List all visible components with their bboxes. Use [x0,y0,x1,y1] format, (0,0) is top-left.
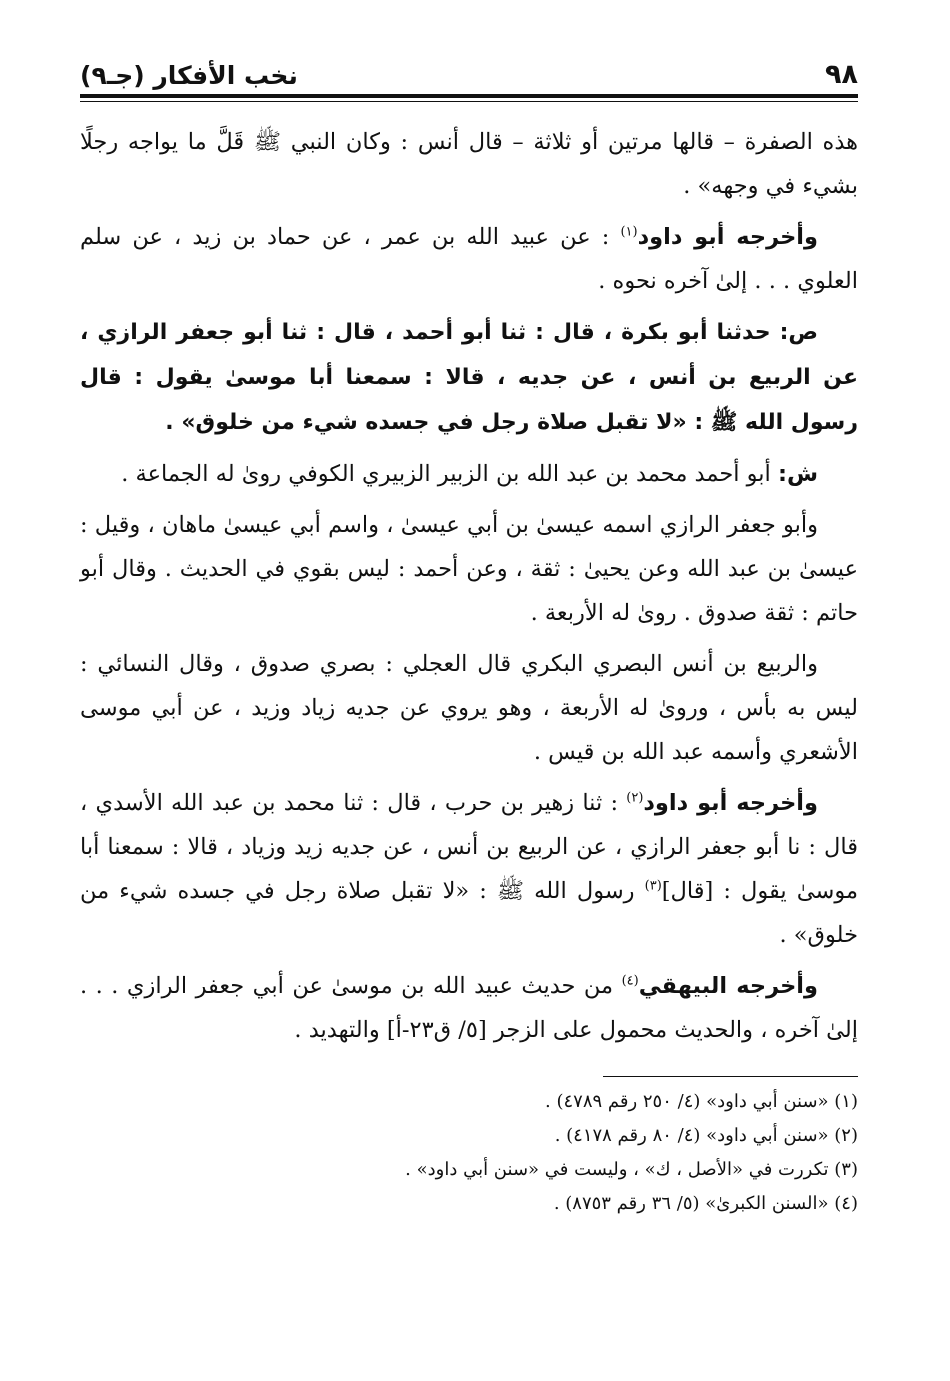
footnote-ref: (٢) [626,790,644,806]
paragraph-text: : عن عبيد الله بن عمر ، عن حماد بن زيد ، عن سلم العلوي . . . إلىٰ آخره نحوه . [80,224,858,294]
footnote: (٢) «سنن أبي داود» (٤/ ٨٠ رقم ٤١٧٨) . [554,1125,858,1146]
footnote-separator [603,1076,858,1077]
paragraph-lead: ص: [779,320,818,345]
header-rule-thick [80,94,858,98]
paragraph [80,120,858,208]
footnote: (١) «سنن أبي داود» (٤/ ٢٥٠ رقم ٤٧٨٩) . [545,1091,858,1112]
paragraph [80,215,858,303]
running-title: نخب الأفكار (جـ٩) [80,61,298,90]
paragraph-text: : ثنا زهير بن حرب ، قال : ثنا محمد بن عبد الله الأسدي ، قال : نا أبو جعفر الرازي ، عن الربيع بن أنس ، عن جديه زيد وزياد ، قالا : سمعنا أبا موسىٰ يقول : [قال] [80,790,858,904]
page-body [80,120,858,1052]
page-number: ٩٨ [825,59,858,90]
paragraph [80,781,858,957]
paragraph [80,642,858,774]
paragraph-text: من حديث عبيد الله بن موسىٰ عن أبي جعفر الرازي . . . إلىٰ آخره ، والحديث محمول على الزجر [٥/ ق٢٣-أ] والتهديد . [80,973,858,1043]
book-page [80,44,858,1221]
paragraph-text: وأبو جعفر الرازي اسمه عيسىٰ بن أبي عيسىٰ ، واسم أبي عيسىٰ ماهان ، وقيل : عيسىٰ بن عبد الله وعن يحيىٰ : ثقة ، وعن أحمد : ليس بقوي في الحديث . وقال أبو حاتم : ثقة صدوق . روىٰ له الأربعة . [80,512,858,626]
header-rule-thin [80,101,858,102]
footnote-ref: (١) [620,224,638,240]
paragraph [80,964,858,1052]
footnote: (٤) «السنن الكبرىٰ» (٥/ ٣٦ رقم ٨٧٥٣) . [553,1193,858,1214]
footnote: (٣) تكررت في «الأصل ، ك» ، وليست في «سنن أبي داود» . [405,1159,858,1180]
paragraph [80,452,858,496]
paragraph-text: هذه الصفرة – قالها مرتين أو ثلاثة – قال أنس : وكان النبي ﷺ قَلَّ ما يواجه رجلًا بشيء في وجهه» . [80,129,858,199]
paragraph-lead: وأخرجه أبو داود [643,790,819,816]
matn-paragraph [80,310,858,445]
footnotes [80,1085,858,1221]
page-header [80,44,858,90]
paragraph-text: أبو أحمد محمد بن عبد الله بن الزبير الزبيري الكوفي روىٰ له الجماعة . [121,461,778,487]
paragraph-lead: وأخرجه أبو داود [637,224,818,250]
footnote-ref: (٤) [621,973,639,989]
paragraph-text: والربيع بن أنس البصري البكري قال العجلي : بصري صدوق ، وقال النسائي : ليس به بأس ، وروىٰ له الأربعة ، وهو يروي عن جديه زياد وزيد ، عن أبي موسى الأشعري وأسمه عبد الله بن قيس . [80,651,858,765]
paragraph-lead: وأخرجه البيهقي [638,973,819,999]
footnote-ref: (٣) [644,878,662,894]
paragraph-text: رسول الله ﷺ : «لا تقبل صلاة رجل في جسده شيء من خلوق» . [80,878,858,948]
paragraph-text: حدثنا أبو بكرة ، قال : ثنا أبو أحمد ، قال : ثنا أبو جعفر الرازي ، عن الربيع بن أنس ، عن جديه ، قالا : سمعنا أبا موسىٰ يقول : قال رسول الله ﷺ : «لا تقبل صلاة رجل في جسده شيء من خلوق» . [80,320,858,435]
paragraph-lead: ش: [777,461,818,487]
paragraph [80,503,858,635]
